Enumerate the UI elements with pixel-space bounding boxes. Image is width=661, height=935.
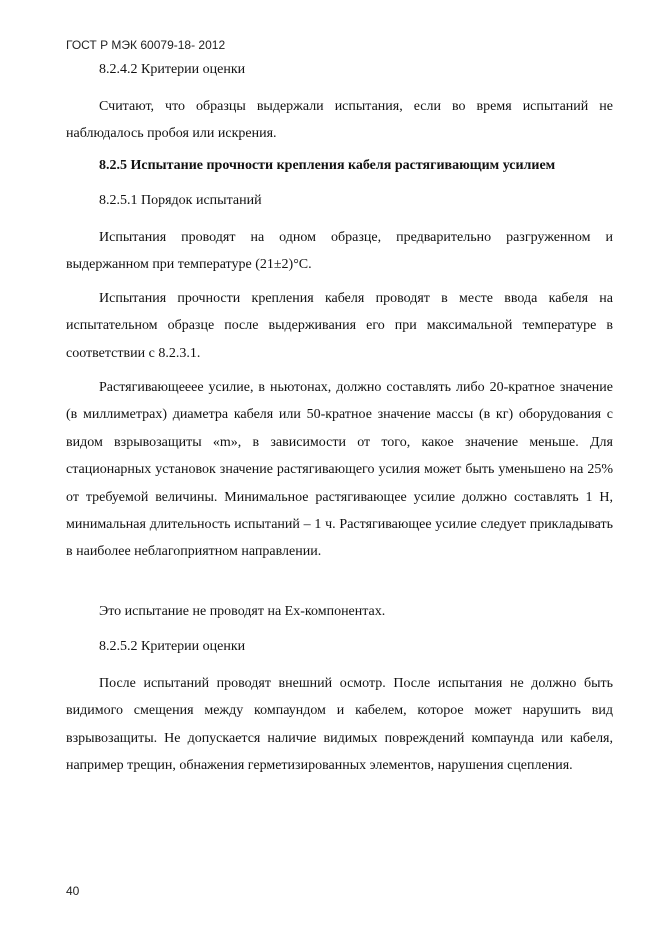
subsection-heading-8-2-4-2: 8.2.4.2 Критерии оценки (99, 62, 246, 77)
note-ex-components: Это испытание не проводят на Ex-компонентах. (99, 604, 386, 619)
paragraph-criteria-8-2-4-2: Считают, что образцы выдержали испытания, если во время испытаний не наблюдалось пробоя или искрения. (66, 99, 613, 142)
paragraph-test-sample: Испытания проводят на одном образце, предварительно разгруженном и выдержанном при температуре (21±2)°С. (66, 230, 613, 273)
paragraph-tensile-force: Растягивающееее усилие, в ньютонах, должно составлять либо 20-кратное значение (в миллиметрах) диаметра кабеля или 50-кратное значение массы (в кг) оборудования с видом взрывозащиты «m», в зависимости от того, какое значение меньше. Для стационарных установок значение растягивающего усилия может быть уменьшено на 25% от требуемой величины. Минимальное растягивающее усилие должно составлять 1 Н, минимальная длительность испытаний – 1 ч. Растягивающее усилие следует прикладывать в наиболее неблагоприятном направлении. (66, 380, 613, 560)
document-header: ГОСТ Р МЭК 60079-18- 2012 (66, 38, 226, 52)
subsection-heading-8-2-5-2: 8.2.5.2 Критерии оценки (99, 639, 246, 654)
section-heading-8-2-5: 8.2.5 Испытание прочности крепления кабеля растягивающим усилием (99, 158, 556, 173)
page-number: 40 (66, 884, 80, 898)
paragraph-test-location: Испытания прочности крепления кабеля проводят в месте ввода кабеля на испытательном образце после выдерживания его при максимальной температуре в соответствии с 8.2.3.1. (66, 291, 613, 361)
subsection-heading-8-2-5-1: 8.2.5.1 Порядок испытаний (99, 193, 262, 208)
paragraph-criteria-8-2-5-2: После испытаний проводят внешний осмотр. После испытания не должно быть видимого смещения между компаундом и кабелем, которое может нарушить вид взрывозащиты. Не допускается наличие видимых повреждений компаунда или кабеля, например трещин, обнажения герметизированных элементов, нарушения сцепления. (66, 676, 613, 774)
